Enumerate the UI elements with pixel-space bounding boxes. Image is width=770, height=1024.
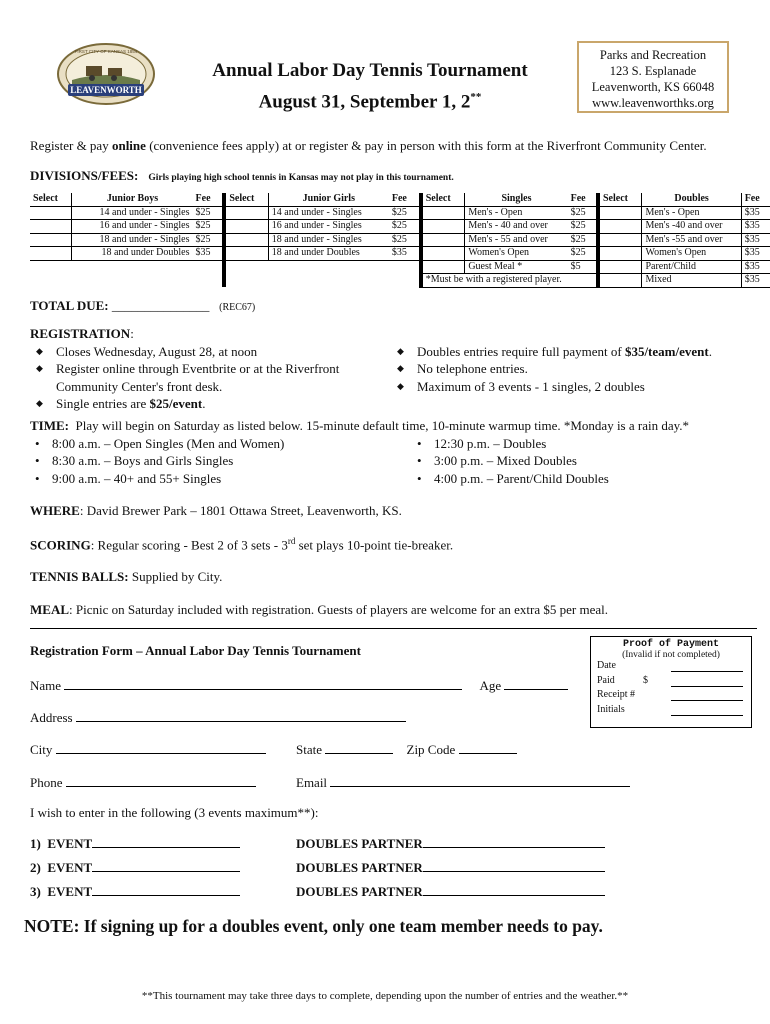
logo-text: LEAVENWORTH — [70, 85, 142, 95]
divisions-heading: DIVISIONS/FEES: Girls playing high school tennis in Kansas may not play in this tournament. — [30, 168, 454, 183]
paid-field[interactable] — [671, 675, 743, 687]
time-right-list — [412, 435, 712, 488]
proof-subtitle: (Invalid if not completed) — [622, 650, 720, 660]
state-row: State Zip Code — [296, 740, 517, 758]
col-header: Doubles — [642, 193, 741, 206]
partner-row: DOUBLES PARTNER — [296, 834, 605, 852]
partner-field[interactable] — [423, 882, 605, 896]
website-link[interactable]: www.leavenworthks.org — [592, 96, 714, 110]
title-line-1: Annual Labor Day Tennis Tournament — [212, 60, 528, 81]
list-item: ◆ Register online through Eventbrite or at the Riverfront Community Center's front desk. — [30, 360, 391, 395]
event-field[interactable] — [92, 882, 240, 896]
initials-field[interactable] — [671, 704, 743, 716]
col-header: Select — [30, 193, 72, 206]
col-header: Junior Boys — [72, 193, 193, 206]
address-row: Address — [30, 708, 406, 726]
address-line: Leavenworth, KS 66048 — [591, 80, 715, 94]
date-field[interactable] — [671, 660, 743, 672]
page-title — [170, 58, 570, 115]
select-box[interactable] — [30, 220, 72, 234]
list-item: • 9:00 a.m. – 40+ and 55+ Singles — [30, 470, 412, 488]
city-field[interactable] — [56, 740, 266, 754]
fee-table — [30, 193, 770, 288]
event-field[interactable] — [92, 834, 240, 848]
email-field[interactable] — [330, 773, 630, 787]
select-box[interactable] — [224, 233, 268, 247]
registration-right-list — [391, 343, 750, 413]
registration-left-list — [30, 343, 391, 413]
title-line-2: August 31, September 1, 2** — [258, 91, 482, 113]
list-item: • 3:00 p.m. – Mixed Doubles — [412, 452, 712, 470]
leavenworth-logo — [56, 42, 156, 106]
divider — [30, 628, 757, 629]
partner-row: DOUBLES PARTNER — [296, 882, 605, 900]
name-row: Name Age — [30, 676, 568, 694]
events-instruction: I wish to enter in the following (3 events maximum**): — [30, 805, 319, 820]
select-box[interactable] — [598, 220, 642, 234]
partner-row: DOUBLES PARTNER — [296, 858, 605, 876]
partner-field[interactable] — [423, 858, 605, 872]
proof-title: Proof of Payment — [622, 639, 719, 650]
city-row: City — [30, 740, 266, 758]
table-row: 18 and under Doubles $35 18 and under Doubles $35 Women's Open $25 Women's Open $35 — [30, 247, 770, 261]
select-box[interactable] — [598, 274, 642, 288]
age-field[interactable] — [504, 676, 568, 690]
list-item: ◆ No telephone entries. — [391, 360, 750, 378]
table-row: Guest Meal * $5 Parent/Child $35 — [30, 260, 770, 274]
proof-of-payment-box: Proof of Payment (Invalid if not completed) Date Paid $ Receipt # Initials — [590, 636, 752, 728]
state-field[interactable] — [325, 740, 393, 754]
guest-note: *Must be with a registered player. — [421, 274, 598, 288]
scoring-line: SCORING: Regular scoring - Best 2 of 3 sets - 3rd set plays 10-point tie-breaker. — [30, 536, 454, 553]
total-due: TOTAL DUE: _______________ (REC67) — [30, 298, 256, 313]
where-line: WHERE: David Brewer Park – 1801 Ottawa Street, Leavenworth, KS. — [30, 503, 402, 518]
col-header: Fee — [193, 193, 225, 206]
select-box[interactable] — [598, 206, 642, 220]
select-box[interactable] — [224, 206, 268, 220]
col-header: Singles — [465, 193, 568, 206]
col-header: Select — [224, 193, 268, 206]
phone-row: Phone — [30, 773, 256, 791]
col-header: Select — [421, 193, 465, 206]
divisions-note: Girls playing high school tennis in Kansas may not play in this tournament. — [148, 173, 454, 183]
list-item: ◆ Single entries are $25/event. — [30, 395, 391, 413]
event-row: 3) EVENT — [30, 882, 240, 900]
list-item: • 4:00 p.m. – Parent/Child Doubles — [412, 470, 712, 488]
form-title: Registration Form – Annual Labor Day Tennis Tournament — [30, 643, 361, 658]
select-box[interactable] — [421, 220, 465, 234]
table-row: *Must be with a registered player. Mixed $35 — [30, 274, 770, 288]
col-header: Select — [598, 193, 642, 206]
address-box — [577, 41, 729, 113]
select-box[interactable] — [421, 260, 465, 274]
select-box[interactable] — [30, 247, 72, 261]
col-header: Fee — [568, 193, 598, 206]
email-row: Email — [296, 773, 630, 791]
select-box[interactable] — [421, 206, 465, 220]
time-section: TIME: Play will begin on Saturday as listed below. 15-minute default time, 10-minute warmup time. *Monday is a rain day.* • 8:00 a.m. – Open Singles (Men and Women) • 8:30 a.m. – Boys and Girls Singles • 9:00 a.m. – 40+ and 55+ Singles • 12:30 p.m. – Doubles • 3:00 p.m. – Mixed Doubles • 4:00 p.m. – Parent/Child Doubles — [30, 417, 760, 487]
col-header: Fee — [741, 193, 770, 206]
list-item: • 12:30 p.m. – Doubles — [412, 435, 712, 453]
doubles-note: NOTE: If signing up for a doubles event, only one team member needs to pay. — [24, 916, 603, 936]
zip-field[interactable] — [459, 740, 517, 754]
address-line: 123 S. Esplanade — [609, 64, 697, 78]
address-line: Parks and Recreation — [599, 48, 707, 62]
select-box[interactable] — [224, 220, 268, 234]
footer-note: **This tournament may take three days to complete, depending upon the number of entries and the weather.** — [141, 990, 629, 1002]
list-item: ◆ Doubles entries require full payment of $35/team/event. — [391, 343, 750, 361]
time-left-list — [30, 435, 412, 488]
table-row: 14 and under - Singles $25 14 and under - Singles $25 Men's - Open $25 Men's - Open $35 — [30, 206, 770, 220]
balls-line: TENNIS BALLS: Supplied by City. — [30, 569, 223, 584]
table-row: 18 and under - Singles $25 18 and under - Singles $25 Men's - 55 and over $25 Men's -55 and over $35 — [30, 233, 770, 247]
event-row: 2) EVENT — [30, 858, 240, 876]
total-due-field[interactable]: _______________ — [111, 298, 210, 313]
list-item: • 8:30 a.m. – Boys and Girls Singles — [30, 452, 412, 470]
partner-field[interactable] — [423, 834, 605, 848]
intro-text: Register & pay online (convenience fees apply) at or register & pay in person with this form at the Riverfront Community Center. — [30, 138, 707, 153]
select-box[interactable] — [30, 233, 72, 247]
select-box[interactable] — [598, 247, 642, 261]
registration-section: REGISTRATION: ◆ Closes Wednesday, August 28, at noon ◆ Register online through Eventbrite or at the Riverfront Community Center's front desk. ◆ Single entries are $25/event. ◆ Doubles entries require full payment of $35/team/event. ◆ No telephone entries. ◆ Maximum of 3 events - 1 singles, 2 doubles — [30, 325, 750, 413]
name-field[interactable] — [64, 676, 462, 690]
select-box[interactable] — [598, 260, 642, 274]
select-box[interactable] — [30, 206, 72, 220]
address-field[interactable] — [76, 708, 406, 722]
select-box[interactable] — [421, 233, 465, 247]
phone-field[interactable] — [66, 773, 256, 787]
list-item: ◆ Maximum of 3 events - 1 singles, 2 doubles — [391, 378, 750, 396]
select-box[interactable] — [421, 247, 465, 261]
table-row: 16 and under - Singles $25 16 and under - Singles $25 Men's - 40 and over $25 Men's -40 and over $35 — [30, 220, 770, 234]
event-row: 1) EVENT — [30, 834, 240, 852]
meal-line: MEAL: Picnic on Saturday included with registration. Guests of players are welcome for an extra $5 per meal. — [30, 602, 608, 617]
logo-arc-text: FIRST CITY OF KANSAS 1854 — [74, 49, 138, 54]
event-field[interactable] — [92, 858, 240, 872]
col-header: Junior Girls — [268, 193, 389, 206]
receipt-field[interactable] — [671, 689, 743, 701]
list-item: • 8:00 a.m. – Open Singles (Men and Women) — [30, 435, 412, 453]
select-box[interactable] — [598, 233, 642, 247]
select-box[interactable] — [224, 247, 268, 261]
col-header: Fee — [389, 193, 421, 206]
list-item: ◆ Closes Wednesday, August 28, at noon — [30, 343, 391, 361]
